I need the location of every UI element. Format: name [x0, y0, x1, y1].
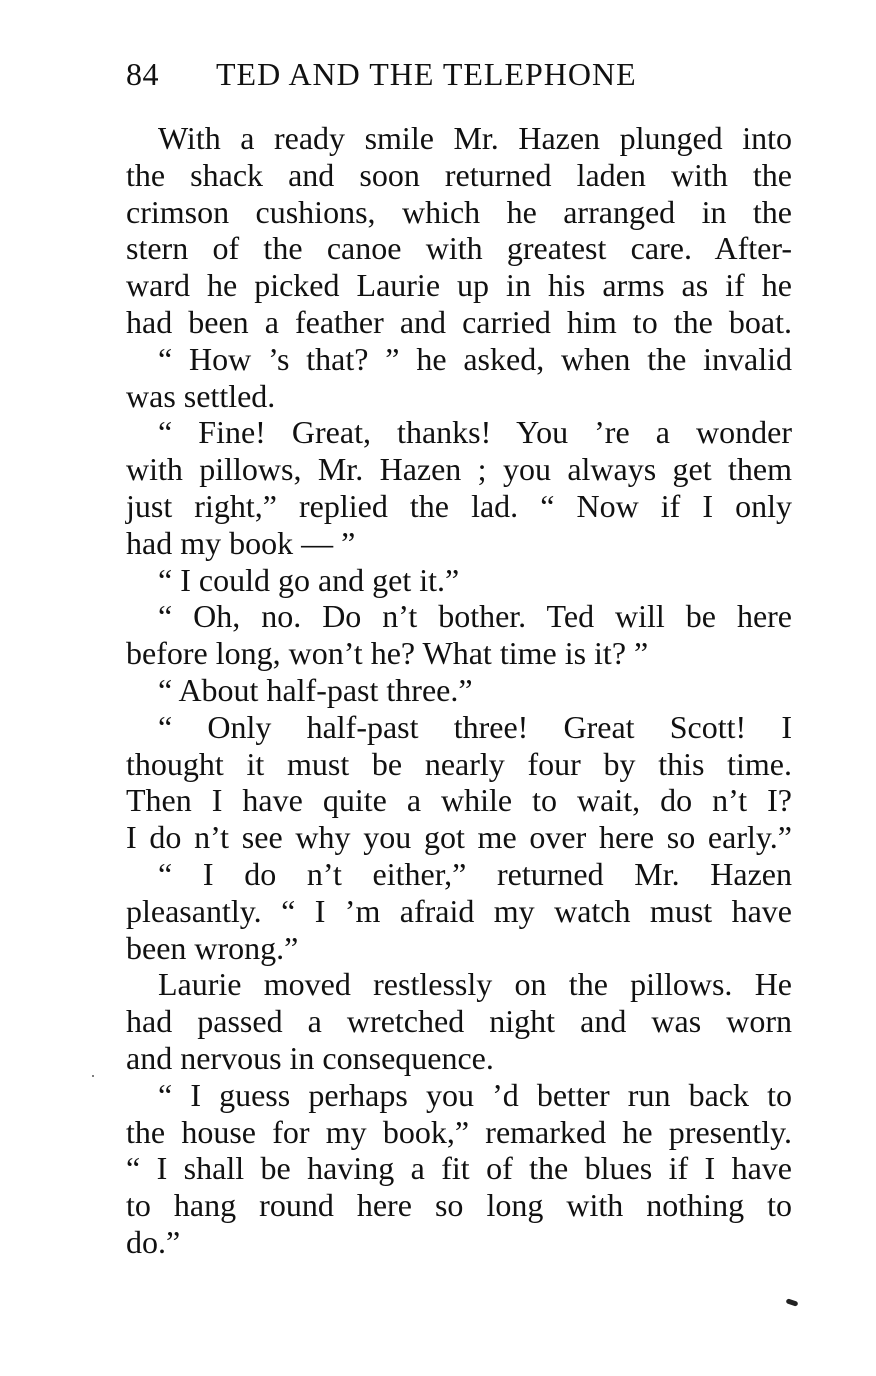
- text-line: and nervous in consequence.: [126, 1039, 494, 1076]
- text-line: I do n’t see why you got me over here so early.”: [126, 819, 792, 856]
- text-line: crimson cushions, which he arranged in the: [126, 193, 792, 230]
- text-line: “ About half-past three.”: [158, 671, 473, 708]
- text-line: to hang round here so long with nothing to: [126, 1187, 792, 1224]
- text-line: Laurie moved restlessly on the pillows. He: [158, 966, 792, 1003]
- text-line: just right,” replied the lad. “ Now if I only: [126, 487, 792, 524]
- running-title: TED AND THE TELEPHONE: [216, 56, 637, 92]
- text-line: “ I could go and get it.”: [158, 561, 460, 598]
- page-number: 84: [126, 56, 159, 92]
- text-line: “ I shall be having a fit of the blues if I have: [126, 1150, 792, 1187]
- text-line: “ I do n’t either,” returned Mr. Hazen: [158, 855, 792, 892]
- ink-mark: [786, 1298, 799, 1306]
- text-line: ward he picked Laurie up in his arms as if he: [126, 267, 792, 304]
- text-line: do.”: [126, 1223, 181, 1260]
- text-line: With a ready smile Mr. Hazen plunged into: [158, 120, 792, 156]
- text-line: pleasantly. “ I ’m afraid my watch must have: [126, 892, 792, 929]
- text-line: had been a feather and carried him to the boat.: [126, 303, 792, 340]
- text-line: had my book — ”: [126, 524, 356, 561]
- text-line: “ Oh, no. Do n’t bother. Ted will be here: [158, 598, 792, 635]
- print-speck: [92, 1075, 94, 1077]
- text-line: “ I guess perhaps you ’d better run back to: [158, 1076, 792, 1113]
- running-header: [126, 52, 796, 96]
- text-line: been wrong.”: [126, 929, 299, 966]
- text-line: “ How ’s that? ” he asked, when the invalid: [158, 340, 792, 377]
- text-line: before long, won’t he? What time is it? ”: [126, 635, 649, 672]
- text-line: “ Only half-past three! Great Scott! I: [158, 708, 792, 745]
- text-line: the shack and soon returned laden with the: [126, 156, 792, 193]
- text-line: “ Fine! Great, thanks! You ’re a wonder: [158, 414, 792, 451]
- text-line: with pillows, Mr. Hazen ; you always get them: [126, 451, 792, 488]
- text-line: Then I have quite a while to wait, do n’t I?: [126, 782, 792, 819]
- text-line: had passed a wretched night and was worn: [126, 1003, 792, 1040]
- text-line: thought it must be nearly four by this time.: [126, 745, 792, 782]
- text-line: was settled.: [126, 377, 276, 414]
- text-line: stern of the canoe with greatest care. After-: [126, 230, 792, 267]
- text-line: the house for my book,” remarked he presently.: [126, 1113, 792, 1150]
- body-text: [126, 120, 792, 1261]
